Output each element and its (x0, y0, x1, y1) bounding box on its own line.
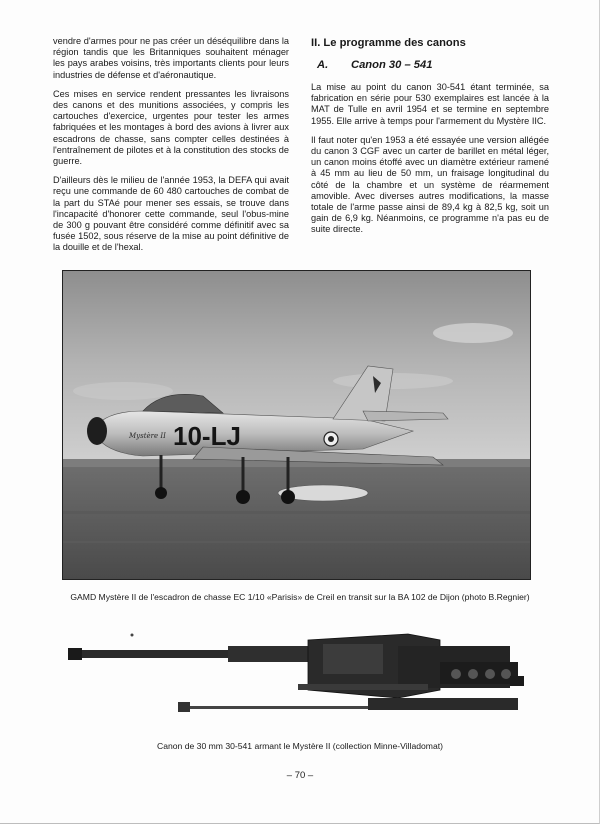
left-paragraph-2: Ces mises en service rendent pressantes les livraisons des canons et des munitions associées, y compris les cartouches d'exercice, urgentes pour tester les armes fabriquées et les montages à bord des avions à livrer aux escadrons de chasse, sans compter celles destinées à l'entraînement de pilotes et à la constitution des stocks de guerre. (53, 88, 289, 167)
left-column (53, 36, 289, 262)
nose-script-text: Mystère II (129, 432, 166, 440)
right-paragraph-1: La mise au point du canon 30-541 étant terminée, sa fabrication en série pour 530 exemplaires est lancée à la MAT de Tulle en avril 1954 et se termine en septembre 1955. Elle arrive à temps pour l'armement du Mystère IIC. (311, 82, 549, 126)
subsection-heading (311, 58, 549, 72)
page-number: – 70 – (286, 770, 314, 781)
right-paragraph-2: Il faut noter qu'en 1953 a été essayée une version allégée du canon 3 CGF avec un carter de barillet en métal léger, un canon moins étoffé avec un diamètre extérieur ramené à 45 mm au lieu de 50 mm, un fraisage longitudinal du côté de la chambre et un système de réarmement amovible. Avec diverses autres modifications, la masse totale de l'arme passe ainsi de 89,4 kg à 82,5 kg, soit un gain de 6,9 kg. Néanmoins, ce programme n'a pas eu de suite directe. (311, 134, 549, 235)
subsection-letter: A. (317, 59, 329, 71)
left-paragraph-3: D'ailleurs dès le milieu de l'année 1953, la DEFA qui avait reçu une commande de 60 480 cartouches de combat de la part du STAé pour mener ses essais, se trouve dans l'incapacité d'honorer cette commande, seul l'obus-mine de 300 g pouvant être considéré comme définitif avec sa fusée 1502, sous réserve de la mise au point définitive de la douille et de l'hexal. (53, 175, 289, 253)
right-column (311, 36, 549, 244)
cannon-photo-caption: Canon de 30 mm 30-541 armant le Mystère II (collection Minne-Villadomat) (157, 741, 443, 751)
cannon-image (68, 628, 530, 720)
left-paragraph-1: vendre d'armes pour ne pas créer un déséquilibre dans la région tandis que les Britanniques souhaitent ménager les pays arabes voisins, très importants clients pour leurs industries de défense et d'aéronautique. (53, 36, 289, 80)
aircraft-photo (62, 270, 531, 580)
aircraft-photo-caption: GAMD Mystère II de l'escadron de chasse EC 1/10 «Parisis» de Creil en transit sur la BA 102 de Dijon (photo B.Regnier) (70, 592, 530, 602)
section-title: II. Le programme des canons (311, 37, 466, 49)
subsection-title: Canon 30 – 541 (351, 59, 433, 71)
aircraft-photo-image (63, 271, 530, 579)
cannon-photo (68, 628, 530, 720)
aircraft-code-text: 10-LJ (173, 421, 241, 451)
